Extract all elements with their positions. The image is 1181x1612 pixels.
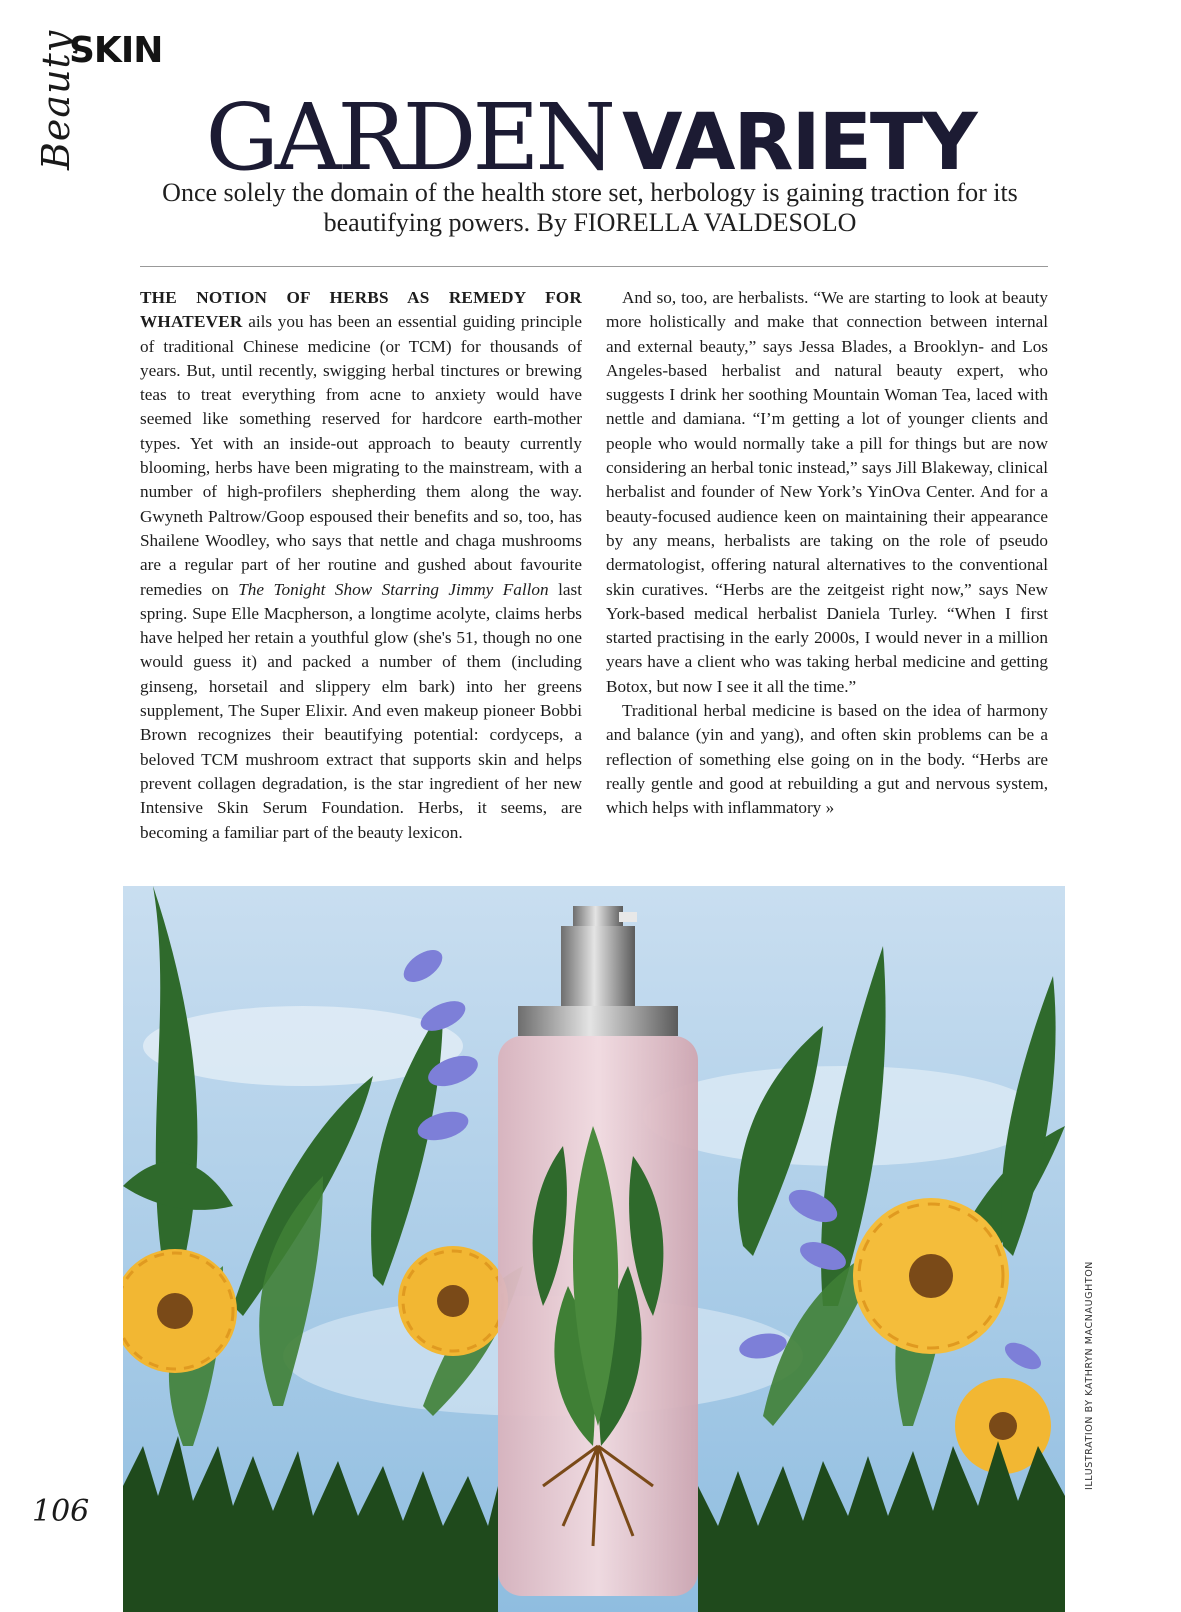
- page-number: 106: [32, 1494, 90, 1529]
- serum-bottle: [498, 906, 698, 1596]
- lead-in: THE NOTION OF HERBS AS REMEDY FOR WHATEVER: [140, 288, 582, 332]
- body-text: ails you has been an essential guiding principle of traditional Chinese medicine (or TCM) for thousands of years. But, until recently, swigging herbal tinctures or brewing teas to treat everything from acne to anxiety would have seemed like something reserved for hardcore earth-mother types. Yet with an inside-out approach to beauty currently blooming, herbs have been migrating to the mainstream, with a number of high-profilers shepherding them along the way. Gwyneth Paltrow/Goop espoused their benefits and so, too, has Shailene Woodley, who says that nettle and chaga mushrooms are a regular part of her routine and gushed about favourite remedies on: [140, 312, 582, 599]
- continue-mark: »: [825, 798, 835, 818]
- deck-byline: Once solely the domain of the health store set, herbology is gaining traction for its beautifying powers. By FIORELLA VALDESOLO: [162, 178, 1018, 237]
- article-column-right: [606, 286, 1048, 821]
- body-text: last spring. Supe Elle Macpherson, a longtime acolyte, claims herbs have helped her retain a youthful glow (she's 51, though no one would guess it) and packed a number of them (including ginseng, horsetail and slippery elm bark) into her greens supplement, The Super Elixir. And even makeup pioneer Bobbi Brown recognizes their beautifying potential: cordyceps, a beloved TCM mushroom extract that supports skin and helps prevent collagen degradation, is the star ingredient of her new Intensive Skin Serum Foundation. Herbs, it seems, are becoming a familiar part of the beauty lexicon.: [140, 579, 582, 842]
- paragraph: And so, too, are herbalists. “We are starting to look at beauty more holistically and make that connection between internal and external beauty,” says Jessa Blades, a Brooklyn- and Los Angeles-based herbalist and natural beauty expert, who suggests I drink her soothing Mountain Woman Tea, laced with nettle and damiana. “I’m getting a lot of younger clients and people who would normally take a pill for things but are now considering an herbal tonic instead,” says Jill Blakeway, clinical herbalist and founder of New York’s YinOva Center. And for a beauty-focused audience keen on maintaining their appearance by any means, herbalists are taking on the role of pseudo dermatologist, offering natural alternatives to the conventional skin curatives. “Herbs are the zeitgeist right now,” says New York-based medical herbalist Daniela Turley. “When I first started practising in the early 2000s, I would never in a million years have a client who was taking herbal medicine and getting Botox, but now I see it all the time.”: [606, 288, 1048, 696]
- divider-rule: [140, 266, 1048, 267]
- garden-illustration: [123, 886, 1065, 1612]
- paragraph: [140, 286, 582, 845]
- paragraph: [606, 699, 1048, 820]
- section-label-beauty: Beauty: [34, 29, 78, 170]
- article-column-left: [140, 286, 582, 845]
- headline-bold: VARIETY: [622, 98, 976, 188]
- illustration: [123, 886, 1065, 1612]
- body-text: Traditional herbal medicine is based on the idea of harmony and balance (yin and yang), and often skin problems can be a reflection of something else going on in the body. “Herbs are really gentle and good at rebuilding a gut and nervous system, which helps with inflammatory: [606, 701, 1048, 818]
- headline: [0, 84, 1181, 191]
- section-label-skin: SKIN: [69, 30, 163, 71]
- headline-light: GARDEN: [205, 84, 613, 191]
- illustration-credit: ILLUSTRATION BY KATHRYN MACNAUGHTON: [1084, 1260, 1095, 1490]
- show-title: The Tonight Show Starring Jimmy Fallon: [238, 579, 549, 599]
